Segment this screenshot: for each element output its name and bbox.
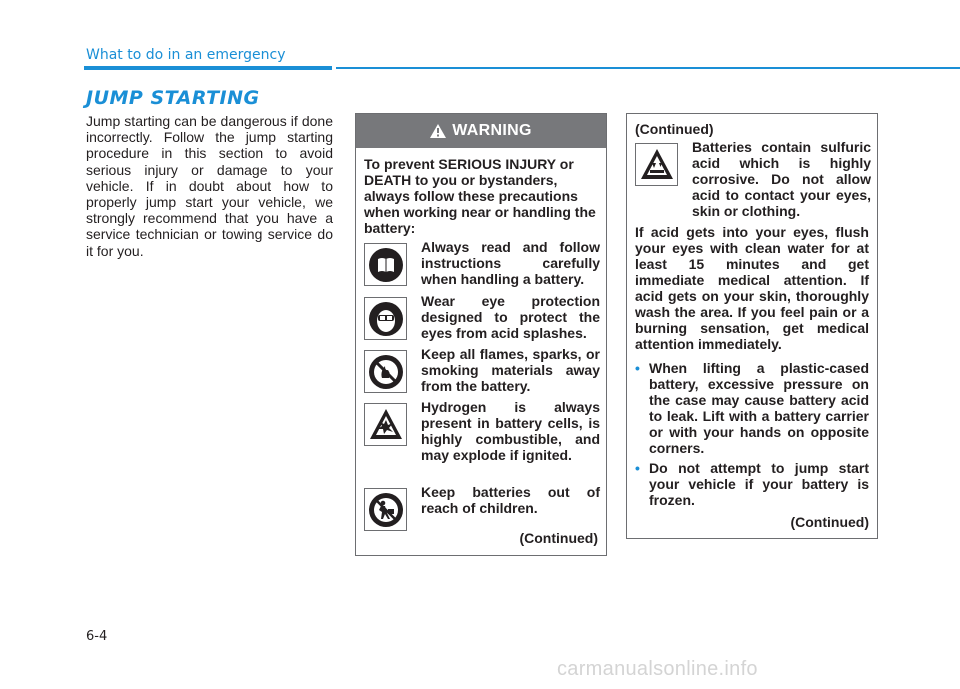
bullet-dot-icon: • <box>635 360 640 376</box>
warning-title: WARNING <box>452 122 532 139</box>
warning-item: Keep batteries out of reach of children. <box>364 484 600 516</box>
warning-item: Keep all flames, sparks, or smoking materials away from the battery. <box>364 346 600 394</box>
bullet-item: • Do not attempt to jump start your vehicle if your battery is frozen. <box>635 460 869 508</box>
section-rule-thick <box>84 66 332 70</box>
continued-box <box>626 113 878 539</box>
explosion-hazard-icon <box>364 403 407 446</box>
bullet-item: • When lifting a plastic-cased battery, excessive pressure on the case may cause battery acid to leak. Lift with a battery carrier or with your hands on opposite corners. <box>635 360 869 456</box>
intro-paragraph: Jump starting can be dangerous if done incorrectly. Follow the jump starting procedure in this section to avoid serious injury or damage to your vehicle. If in doubt about how to properly jump start your vehicle, we strongly recommend that you have a service technician or towing service do it for you. <box>86 113 333 259</box>
page-heading: JUMP STARTING <box>86 87 260 109</box>
eye-protection-icon <box>364 297 407 340</box>
warning-box <box>355 113 607 556</box>
corrosive-acid-icon <box>635 143 678 186</box>
warning-lead: To prevent SERIOUS INJURY or DEATH to you or bystanders, always follow these precautions when working near or handling the battery: <box>364 156 596 236</box>
continued-bottom-label: (Continued) <box>790 514 869 530</box>
keep-children-away-icon <box>364 488 407 531</box>
no-flames-icon <box>364 350 407 393</box>
bullet-dot-icon: • <box>635 460 640 476</box>
warning-item: Wear eye protection designed to protect the eyes from acid splashes. <box>364 293 600 341</box>
warning-item: Always read and follow instructions carefully when handling a battery. <box>364 239 600 287</box>
acid-item: Batteries contain sulfuric acid which is highly corrosive. Do not allow acid to contact your eyes, skin or clothing. <box>635 139 871 219</box>
section-rule-thin <box>336 67 960 69</box>
continued-top-label: (Continued) <box>635 121 714 137</box>
manual-icon <box>364 243 407 286</box>
warning-triangle-icon <box>430 124 446 138</box>
acid-first-aid-paragraph: If acid gets into your eyes, flush your eyes with clean water for at least 15 minutes and get immediate medical attention. If acid gets on your skin, thoroughly wash the area. If you feel pain or a burning sensation, get medical attention immediately. <box>635 224 869 352</box>
continued-label: (Continued) <box>519 530 598 546</box>
page-number: 6-4 <box>86 629 108 644</box>
watermark: carmanualsonline.info <box>557 658 758 680</box>
warning-header <box>356 114 606 148</box>
warning-item: Hydrogen is always present in battery cells, is highly combustible, and may explode if ignited. <box>364 399 600 463</box>
section-title: What to do in an emergency <box>86 47 286 63</box>
